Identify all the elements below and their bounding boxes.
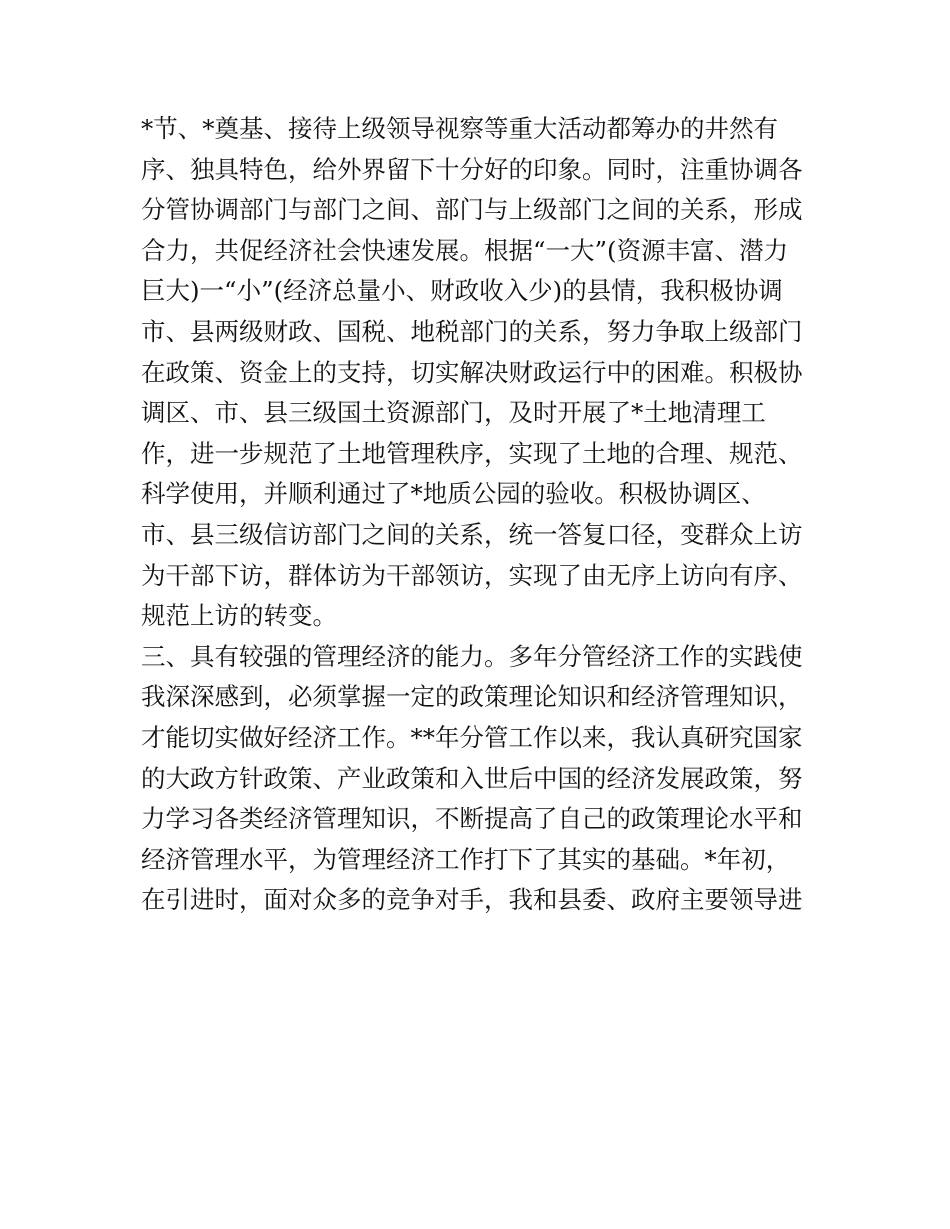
text-line: 合力，共促经济社会快速发展。根据“一大”(资源丰富、潜力	[141, 235, 789, 265]
text-line: 我深深感到，必须掌握一定的政策理论知识和经济管理知识，	[141, 682, 803, 712]
text-line: 的大政方针政策、产业政策和入世后中国的经济发展政策，努	[141, 763, 803, 793]
text-line: 才能切实做好经济工作。**年分管工作以来，我认真研究国家	[141, 722, 803, 752]
section-heading-line: 三、具有较强的管理经济的能力。多年分管经济工作的实践使	[141, 641, 803, 671]
text-line: 分管协调部门与部门之间、部门与上级部门之间的关系，形成	[141, 195, 803, 225]
text-line: 科学使用，并顺利通过了*地质公园的验收。积极协调区、	[141, 479, 766, 509]
text-line: 市、县两级财政、国税、地税部门的关系，努力争取上级部门	[141, 316, 803, 346]
text-line: 为干部下访，群体访为干部领访，实现了由无序上访向有序、	[141, 560, 803, 590]
text-line: 市、县三级信访部门之间的关系，统一答复口径，变群众上访	[141, 519, 803, 549]
text-line: 经济管理水平，为管理经济工作打下了其实的基础。*年初，	[141, 844, 791, 874]
text-line: 力学习各类经济管理知识，不断提高了自己的政策理论水平和	[141, 804, 803, 834]
text-line: 调区、市、县三级国土资源部门，及时开展了*土地清理工	[141, 398, 766, 428]
text-line: 序、独具特色，给外界留下十分好的印象。同时，注重协调各	[141, 154, 803, 184]
body-text	[141, 109, 821, 921]
text-line: 规范上访的转变。	[141, 601, 337, 631]
text-line: 在政策、资金上的支持，切实解决财政运行中的困难。积极协	[141, 357, 803, 387]
text-line: *节、*奠基、接待上级领导视察等重大活动都筹办的井然有	[141, 114, 778, 143]
text-line: 巨大)一“小”(经济总量小、财政收入少)的县情，我积极协调	[141, 276, 783, 306]
text-line: 作，进一步规范了土地管理秩序，实现了土地的合理、规范、	[141, 438, 803, 468]
text-line: 在引进时，面对众多的竞争对手，我和县委、政府主要领导进	[141, 885, 803, 915]
